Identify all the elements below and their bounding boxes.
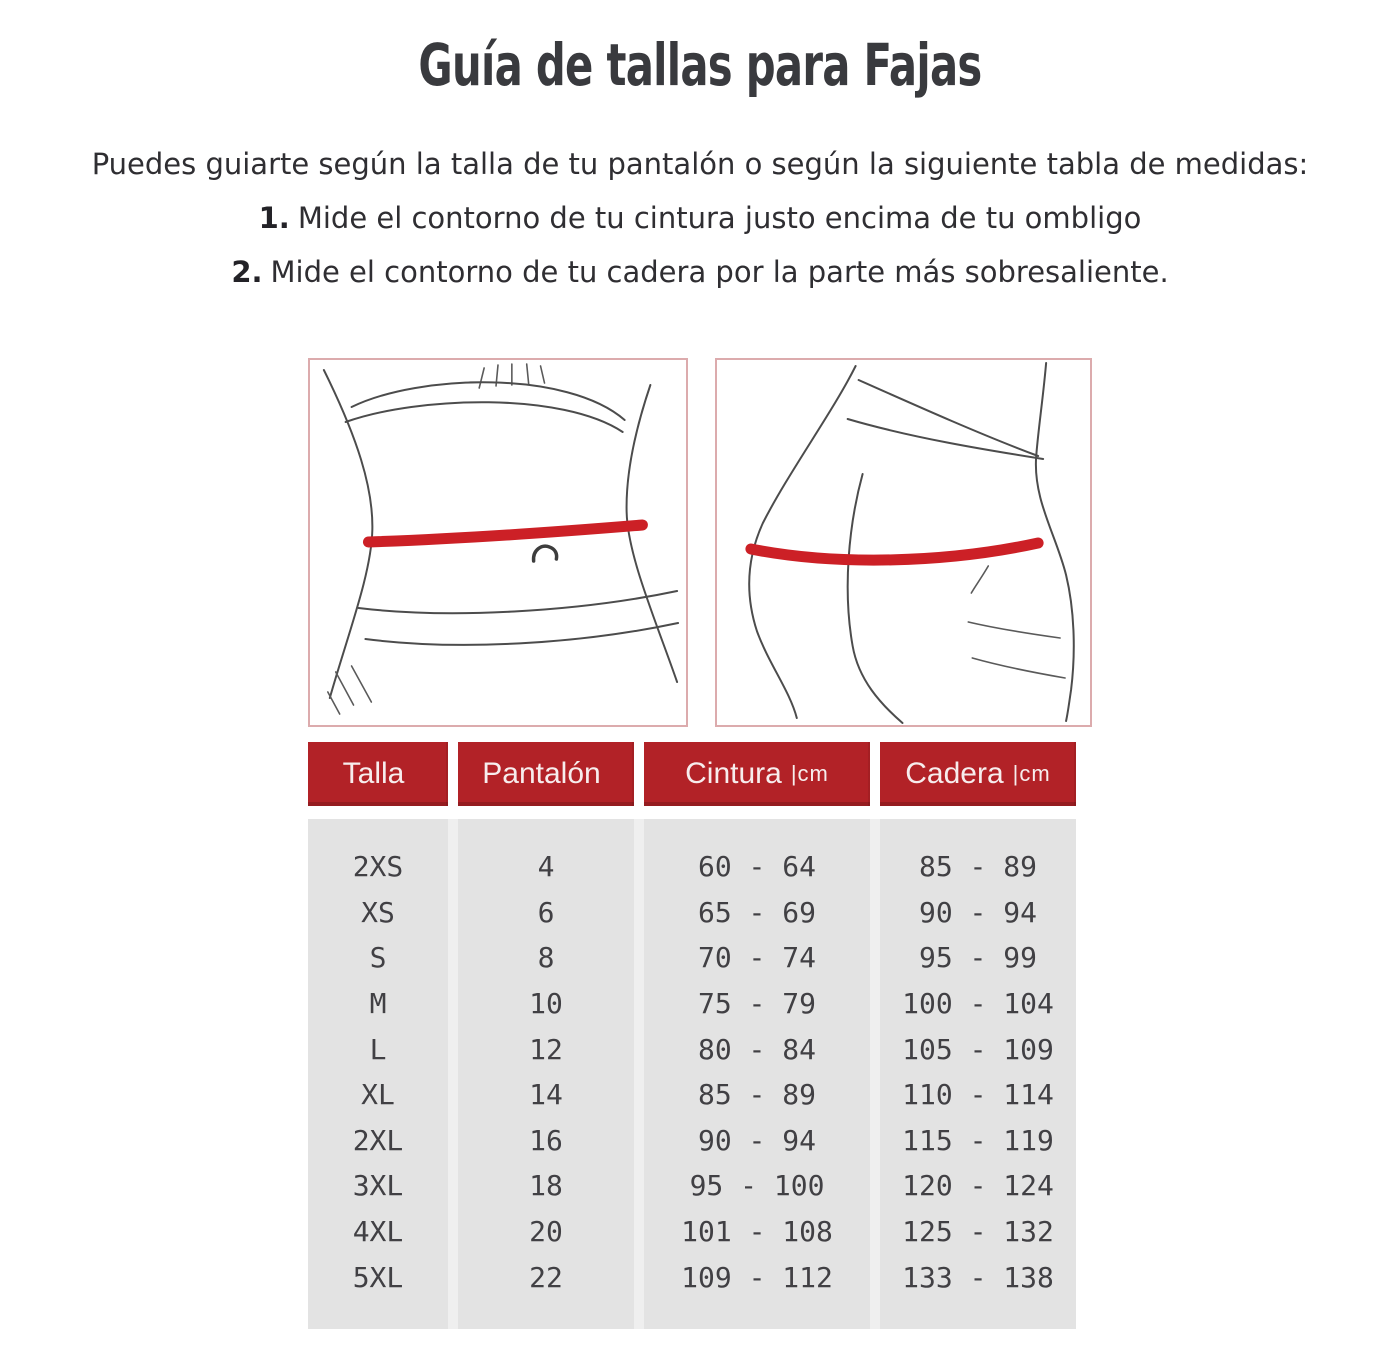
column-header-cintura-unit: |cm [790, 761, 829, 786]
cell-talla: 4XL [352, 1215, 404, 1249]
table-row [308, 890, 1076, 936]
size-table-body [308, 819, 1076, 1329]
cell-pantalon: 18 [529, 1169, 563, 1203]
table-row [308, 981, 1076, 1027]
column-header-talla-label: Talla [342, 757, 405, 790]
cell-cintura: 90 - 94 [697, 1123, 816, 1157]
table-row [308, 1163, 1076, 1209]
measurement-figures [308, 358, 1092, 727]
cell-pantalon: 14 [529, 1078, 563, 1112]
cell-talla: S [369, 941, 387, 975]
cell-pantalon: 4 [537, 850, 555, 884]
column-header-cadera [880, 742, 1076, 806]
navel-mark [534, 546, 557, 561]
step-1-text: Mide el contorno de tu cintura justo encima de tu ombligo [297, 201, 1142, 235]
cell-cintura: 109 - 112 [681, 1260, 833, 1294]
cell-talla: 2XS [352, 850, 404, 884]
table-row [308, 1072, 1076, 1118]
size-table-header [308, 742, 1076, 806]
waist-band [368, 525, 642, 542]
cell-pantalon: 10 [529, 987, 563, 1021]
cell-cadera: 115 - 119 [902, 1123, 1054, 1157]
cell-talla: 5XL [352, 1260, 404, 1294]
table-row [308, 1026, 1076, 1072]
cell-pantalon: 6 [537, 895, 555, 929]
waist-measurement-illustration [308, 358, 688, 727]
column-header-cintura [644, 742, 870, 806]
column-header-talla [308, 742, 448, 806]
cell-cadera: 125 - 132 [902, 1215, 1054, 1249]
step-2-text: Mide el contorno de tu cadera por la parte más sobresaliente. [270, 255, 1169, 289]
cell-pantalon: 22 [529, 1260, 563, 1294]
step-2 [0, 253, 1400, 291]
cell-cadera: 100 - 104 [902, 987, 1054, 1021]
hip-band [751, 543, 1038, 560]
cell-cadera: 85 - 89 [918, 850, 1037, 884]
page-title: Guía de tallas para Fajas [418, 31, 982, 99]
column-header-pantalon [458, 742, 634, 806]
step-2-number: 2. [231, 255, 263, 289]
content-column [308, 358, 1092, 1329]
column-header-cadera-unit: |cm [1012, 761, 1051, 786]
cell-pantalon: 16 [529, 1123, 563, 1157]
cell-cadera: 133 - 138 [902, 1260, 1054, 1294]
column-header-cadera-label: Cadera [905, 757, 1004, 790]
cell-cintura: 95 - 100 [689, 1169, 825, 1203]
table-row [308, 1254, 1076, 1300]
table-row [308, 1118, 1076, 1164]
cell-talla: XS [361, 895, 395, 929]
cell-cintura: 65 - 69 [697, 895, 816, 929]
cell-talla: 2XL [352, 1123, 404, 1157]
cell-talla: L [369, 1032, 387, 1066]
cell-cintura: 70 - 74 [697, 941, 816, 975]
step-1-number: 1. [258, 201, 290, 235]
cell-cintura: 85 - 89 [697, 1078, 816, 1112]
cell-cadera: 95 - 99 [918, 941, 1037, 975]
column-header-cintura-label: Cintura [685, 757, 782, 790]
cell-cintura: 75 - 79 [697, 987, 816, 1021]
size-table [308, 742, 1092, 1329]
table-row [308, 935, 1076, 981]
hip-measurement-illustration [715, 358, 1092, 727]
intro-text: Puedes guiarte según la talla de tu pantalón o según la siguiente tabla de medidas: [91, 147, 1309, 181]
cell-cintura: 80 - 84 [697, 1032, 816, 1066]
cell-talla: M [369, 987, 387, 1021]
waist-sketch [310, 360, 686, 725]
cell-cintura: 101 - 108 [681, 1215, 833, 1249]
column-separator [870, 819, 880, 1329]
column-separator [634, 819, 644, 1329]
cell-cadera: 110 - 114 [902, 1078, 1054, 1112]
cell-cintura: 60 - 64 [697, 850, 816, 884]
table-row [308, 1209, 1076, 1255]
cell-pantalon: 8 [537, 941, 555, 975]
cell-cadera: 120 - 124 [902, 1169, 1054, 1203]
cell-talla: XL [361, 1078, 395, 1112]
cell-cadera: 90 - 94 [918, 895, 1037, 929]
cell-talla: 3XL [352, 1169, 404, 1203]
step-1 [0, 199, 1400, 237]
cell-pantalon: 20 [529, 1215, 563, 1249]
cell-cadera: 105 - 109 [902, 1032, 1054, 1066]
column-header-pantalon-label: Pantalón [482, 757, 601, 790]
cell-pantalon: 12 [529, 1032, 563, 1066]
table-row [308, 844, 1076, 890]
hip-sketch [717, 360, 1090, 725]
column-separator [448, 819, 458, 1329]
